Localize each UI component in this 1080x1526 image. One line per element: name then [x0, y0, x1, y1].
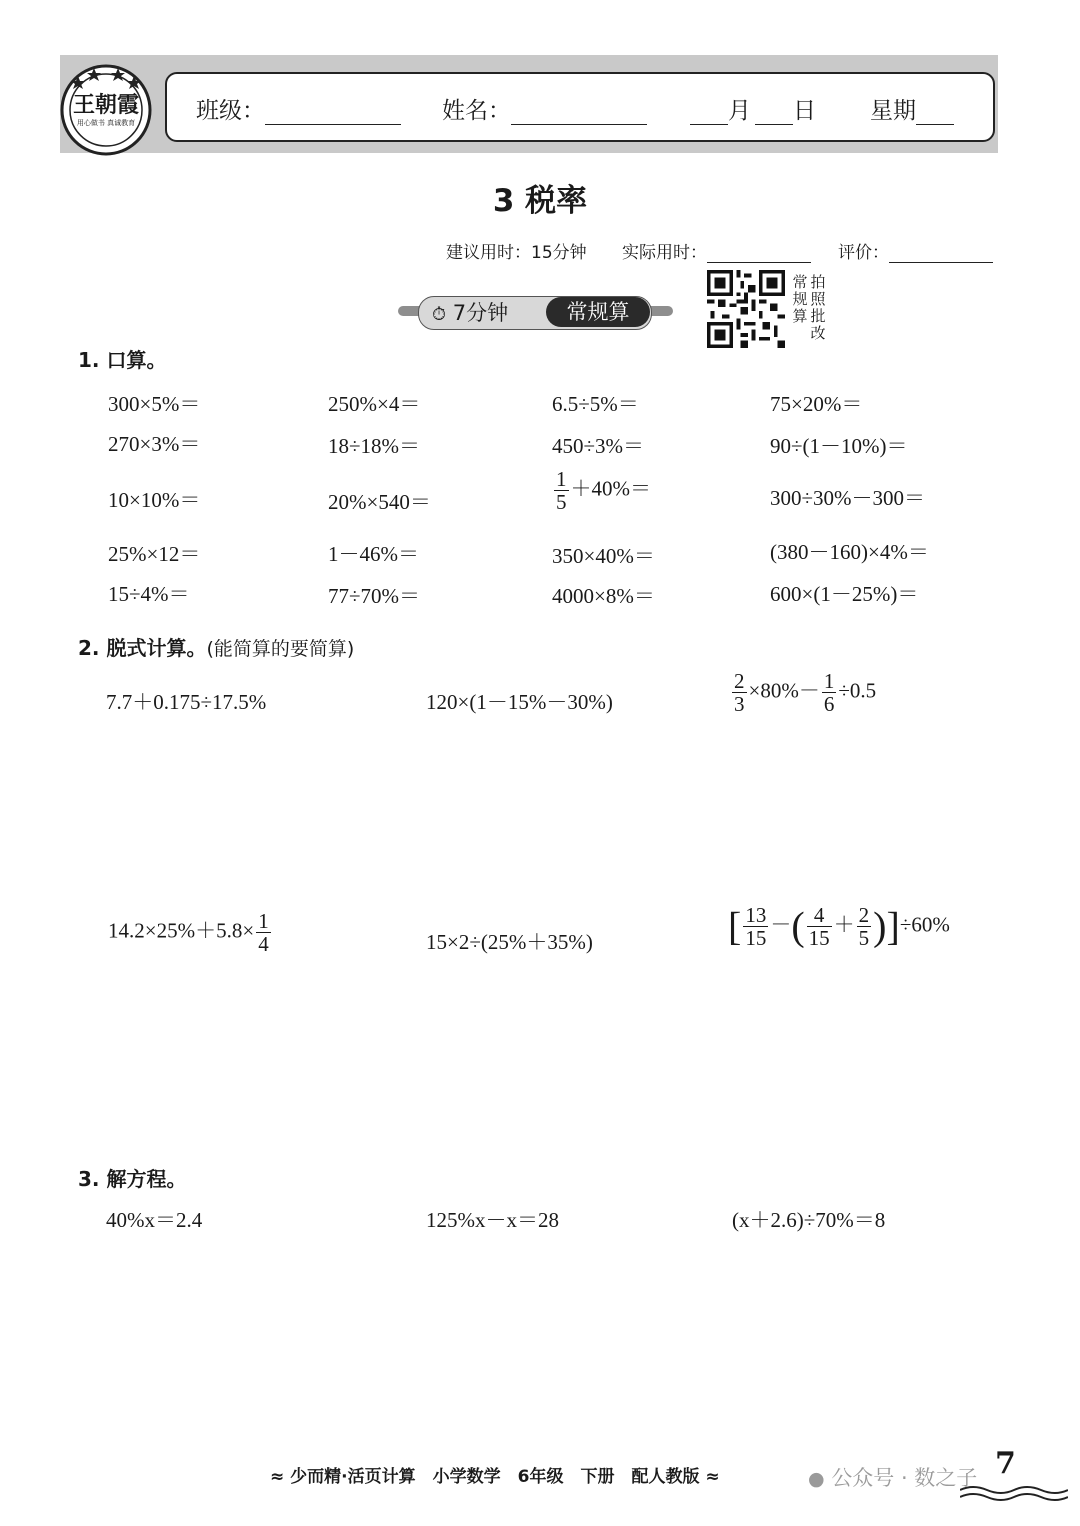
mental-problem: 250%×4＝ — [328, 392, 421, 416]
qr-code[interactable] — [707, 270, 785, 348]
banner-label: 常规算 — [546, 297, 650, 327]
mental-problem: 25%×12＝ — [108, 542, 201, 566]
logo-subtext: 用心做书 真诚教育 — [76, 119, 136, 127]
month-blank[interactable] — [690, 102, 728, 125]
actual-time-field[interactable] — [622, 238, 811, 263]
fraction — [822, 670, 837, 715]
name-blank[interactable] — [511, 102, 647, 125]
equation: 40%x＝2.4 — [106, 1208, 203, 1232]
fraction — [743, 904, 768, 949]
mental-problem: 10×10%＝ — [108, 488, 201, 512]
fraction — [732, 670, 747, 715]
expr-part: － — [770, 912, 792, 937]
section2-note: (能简算的要简算) — [206, 638, 355, 660]
fraction — [857, 904, 872, 949]
denominator: 5 — [858, 926, 870, 951]
fraction-rest: ＋40%＝ — [570, 476, 651, 501]
weekday-field[interactable] — [870, 92, 954, 125]
mental-problem: 600×(1－25%)＝ — [770, 582, 919, 606]
numerator: 1 — [556, 467, 567, 491]
section2-title: 2. 脱式计算。 — [78, 636, 207, 660]
expr-part: 14.2×25%＋5.8× — [108, 918, 255, 943]
numerator: 4 — [807, 904, 832, 927]
mental-problem: 77÷70%＝ — [328, 584, 421, 608]
logo-text: 王朝霞 — [72, 92, 139, 118]
weekday-label: 星期 — [870, 98, 916, 124]
mental-problem: (380－160)×4%＝ — [770, 540, 929, 564]
mental-problem: 4000×8%＝ — [552, 584, 655, 608]
weekday-blank[interactable] — [916, 102, 954, 125]
day-blank[interactable] — [755, 102, 793, 125]
class-label: 班级： — [196, 98, 265, 124]
mental-problem: 6.5÷5%＝ — [552, 392, 639, 416]
section3-heading: 3. 解方程。 — [78, 1167, 187, 1191]
evaluation-field[interactable] — [838, 238, 993, 263]
denominator: 15 — [745, 926, 767, 951]
mental-problem: 300×5%＝ — [108, 392, 201, 416]
numerator: 2 — [858, 903, 870, 927]
stepwise-problem — [728, 904, 950, 949]
mental-problem: 300÷30%－300＝ — [770, 486, 926, 510]
mental-problem: 20%×540＝ — [328, 490, 431, 514]
stepwise-problem: 120×(1－15%－30%) — [426, 690, 613, 714]
qr-text-right: 拍照批改 — [810, 273, 826, 342]
equation: 125%x－x＝28 — [426, 1208, 559, 1232]
mental-problem: 1－46%＝ — [328, 542, 419, 566]
mental-problem: 15÷4%＝ — [108, 582, 190, 606]
denominator: 4 — [258, 932, 269, 957]
numerator: 2 — [734, 669, 745, 693]
actual-time-blank[interactable] — [707, 244, 811, 263]
stepwise-problem — [108, 910, 273, 955]
mental-problem-fraction — [552, 468, 651, 513]
wechat-icon: ● — [808, 1468, 825, 1490]
numerator: 1 — [823, 669, 835, 693]
mental-problem: 450÷3%＝ — [552, 434, 645, 458]
fraction — [807, 904, 832, 949]
denominator: 6 — [823, 692, 835, 717]
stepwise-problem: 15×2÷(25%＋35%) — [426, 930, 593, 954]
mental-problem: 18÷18%＝ — [328, 434, 421, 458]
expr-part: ÷60% — [899, 912, 950, 937]
mental-problem: 350×40%＝ — [552, 544, 655, 568]
banner-time — [432, 297, 508, 327]
evaluation-label: 评价： — [838, 243, 889, 263]
suggested-time: 建议用时：15分钟 — [446, 243, 587, 263]
page-number: 7 — [995, 1446, 1016, 1481]
expr-part: ×80%－ — [748, 678, 820, 703]
stopwatch-icon: ⏱ — [432, 304, 447, 325]
fraction — [554, 468, 569, 513]
mental-problem: 90÷(1－10%)＝ — [770, 434, 908, 458]
evaluation-blank[interactable] — [889, 244, 993, 263]
banner-time-text: 7分钟 — [452, 301, 509, 325]
numerator: 1 — [258, 909, 269, 933]
expr-part: ＋ — [833, 912, 855, 937]
stepwise-problem — [730, 670, 876, 715]
denominator: 15 — [808, 926, 830, 951]
page-wave-decoration — [960, 1484, 1068, 1504]
mental-problem: 75×20%＝ — [770, 392, 863, 416]
day-label: 日 — [793, 98, 816, 124]
watermark — [808, 1462, 977, 1492]
denominator: 5 — [556, 490, 567, 515]
name-label: 姓名： — [442, 98, 511, 124]
date-field[interactable] — [690, 92, 816, 125]
section1-heading: 1. 口算。 — [78, 348, 167, 372]
left-bracket: [ — [728, 903, 742, 949]
fraction — [256, 910, 271, 955]
mental-problem: 270×3%＝ — [108, 432, 201, 456]
qr-text-left: 常规算 — [792, 273, 808, 325]
stepwise-problem: 7.7＋0.175÷17.5% — [106, 690, 267, 714]
left-paren: ( — [791, 903, 805, 949]
footer-text: ≈ 少而精·活页计算 小学数学 6年级 下册 配人教版 ≈ — [270, 1467, 720, 1487]
month-label: 月 — [728, 98, 751, 124]
watermark-text: 公众号 · 数之子 — [831, 1466, 978, 1490]
name-field[interactable] — [442, 92, 647, 125]
denominator: 3 — [734, 692, 745, 717]
expr-part: ÷0.5 — [838, 678, 877, 703]
actual-time-label: 实际用时： — [622, 243, 707, 263]
class-blank[interactable] — [265, 102, 401, 125]
right-paren: ) — [873, 903, 887, 949]
numerator: 13 — [745, 903, 767, 927]
page-title: 3 税率 — [492, 183, 588, 219]
right-bracket: ] — [886, 903, 900, 949]
class-field[interactable] — [196, 92, 401, 125]
section2-heading — [78, 632, 354, 661]
equation: (x＋2.6)÷70%＝8 — [732, 1208, 886, 1232]
